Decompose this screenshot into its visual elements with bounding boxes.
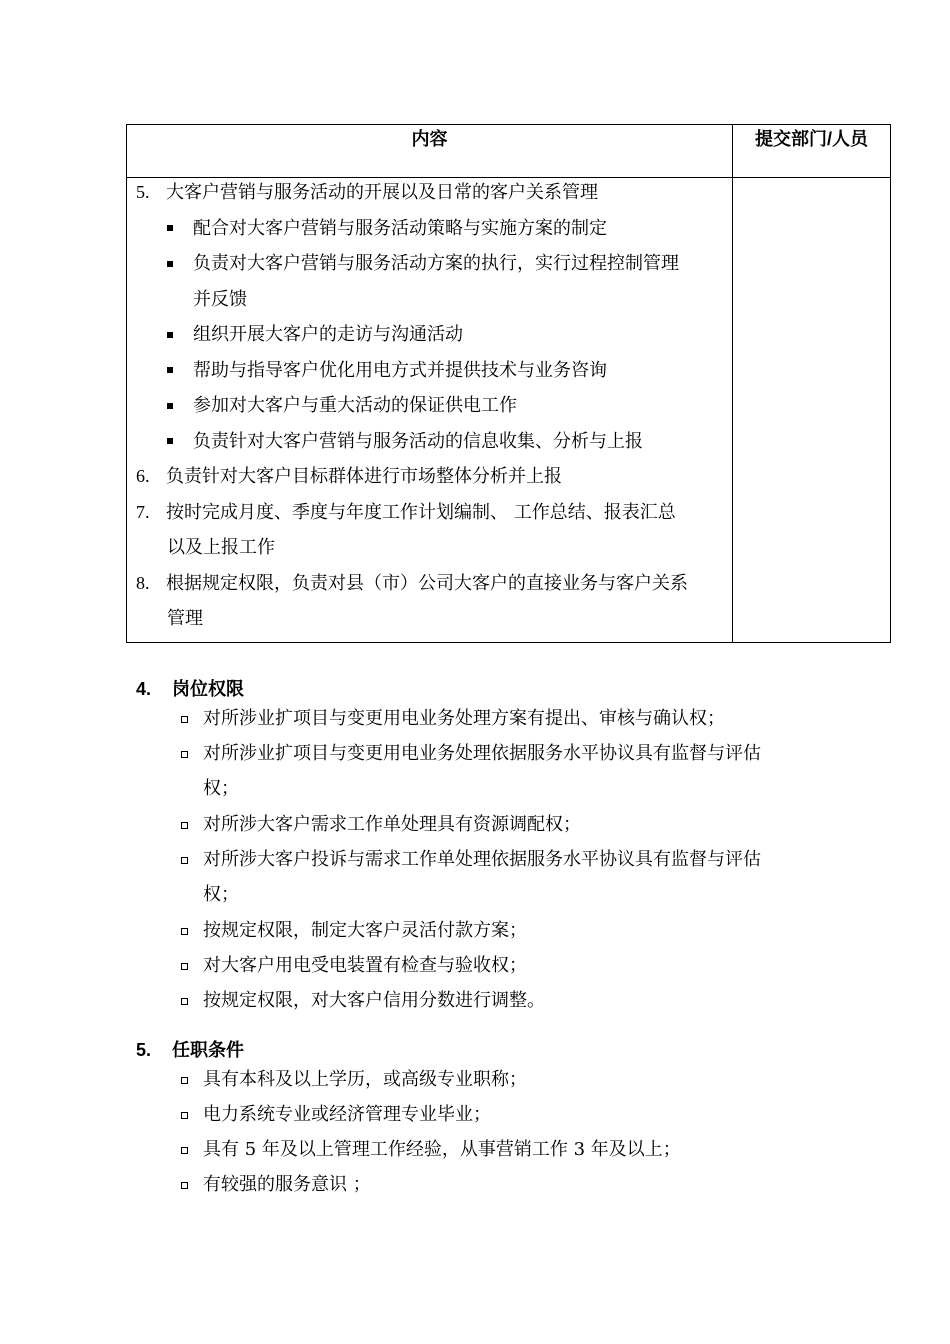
item-text: 对所涉大客户需求工作单处理具有资源调配权； [203, 814, 581, 835]
sub-list-item [127, 358, 732, 394]
square-bullet-icon [167, 216, 193, 241]
checkbox-bullet-icon [181, 1067, 203, 1093]
square-bullet-icon [167, 251, 193, 276]
section-authority [136, 672, 856, 1023]
item-text: 对所涉业扩项目与变更用电业务处理依据服务水平协议具有监督与评估 [203, 743, 761, 764]
list-item [127, 180, 732, 216]
checkbox-bullet-icon [181, 918, 203, 944]
item-text: 根据规定权限，负责对县（市）公司大客户的直接业务与客户关系 [166, 572, 688, 594]
list-item [136, 1137, 856, 1172]
list-item [136, 812, 856, 847]
list-item [127, 464, 732, 500]
item-text: 电力系统专业或经济管理专业毕业； [203, 1104, 491, 1125]
section-number: 5. [136, 1040, 152, 1060]
list-item [136, 1172, 856, 1207]
checkbox-bullet-icon [181, 741, 203, 767]
checkbox-bullet-icon [181, 812, 203, 838]
section-title: 任职条件 [172, 1040, 244, 1060]
sub-item-text: 参加对大客户与重大活动的保证供电工作 [193, 395, 517, 416]
checkbox-bullet-icon [181, 1102, 203, 1128]
item-text: 对大客户用电受电装置有检查与验收权； [203, 955, 527, 976]
item-number: 7. [136, 501, 150, 522]
sub-list-item [127, 429, 732, 465]
list-item [127, 500, 732, 536]
sub-list-item [127, 322, 732, 358]
section-heading [136, 672, 856, 706]
list-item [136, 706, 856, 741]
item-text: 有较强的服务意识 ； [203, 1174, 371, 1195]
list-item [136, 988, 856, 1023]
list-item [136, 918, 856, 953]
square-bullet-icon [167, 322, 193, 347]
item-number: 6. [136, 466, 150, 486]
item-text: 按规定权限，制定大客户灵活付款方案； [203, 920, 527, 941]
checkbox-bullet-icon [181, 1172, 203, 1198]
sub-item-text: 帮助与指导客户优化用电方式并提供技术与业务咨询 [193, 359, 607, 381]
list-item [136, 741, 856, 776]
item-number: 5. [136, 182, 150, 202]
sub-list-item [127, 216, 732, 252]
item-continuation: 以及上报工作 [167, 537, 275, 558]
item-text: 按时完成月度、季度与年度工作计划编制、 工作总结、报表汇总 [166, 501, 676, 523]
item-continuation: 管理 [167, 608, 203, 629]
item-text: 对所涉大客户投诉与需求工作单处理依据服务水平协议具有监督与评估 [203, 849, 761, 870]
header-dept: 提交部门/人员 [733, 125, 891, 178]
item-text: 对所涉业扩项目与变更用电业务处理方案有提出、审核与确认权； [203, 708, 725, 729]
sub-list-item [127, 393, 732, 429]
item-text: 按规定权限，对大客户信用分数进行调整。 [203, 990, 545, 1011]
checkbox-bullet-icon [181, 988, 203, 1014]
list-item [136, 847, 856, 882]
sub-item-text: 配合对大客户营销与服务活动策略与实施方案的制定 [193, 217, 607, 239]
checkbox-bullet-icon [181, 847, 203, 873]
sub-item-text: 组织开展大客户的走访与沟通活动 [193, 324, 463, 345]
sub-item-text: 负责针对大客户营销与服务活动的信息收集、分析与上报 [193, 430, 643, 452]
header-content: 内容 [127, 125, 733, 178]
item-number: 8. [136, 572, 150, 593]
sub-item-text: 负责对大客户营销与服务活动方案的执行，实行过程控制管理 [193, 253, 679, 274]
section-qualifications [136, 1033, 856, 1207]
square-bullet-icon [167, 393, 193, 418]
item-text: 大客户营销与服务活动的开展以及日常的客户关系管理 [166, 182, 598, 203]
list-item [136, 953, 856, 988]
table-row [127, 178, 891, 643]
section-title: 岗位权限 [172, 679, 244, 699]
checkbox-bullet-icon [181, 706, 203, 732]
sub-item-continuation: 并反馈 [193, 288, 247, 310]
table-header-row [127, 125, 891, 178]
section-heading [136, 1033, 856, 1067]
section-number: 4. [136, 679, 152, 699]
item-text: 具有 5 年及以上管理工作经验，从事营销工作 3 年及以上； [203, 1139, 681, 1160]
item-continuation: 权； [203, 778, 239, 799]
item-continuation: 权； [203, 884, 239, 905]
list-item [127, 571, 732, 607]
list-item [136, 1067, 856, 1102]
checkbox-bullet-icon [181, 953, 203, 979]
square-bullet-icon [167, 429, 193, 454]
sub-list-item [127, 251, 732, 287]
item-text: 负责针对大客户目标群体进行市场整体分析并上报 [166, 466, 562, 487]
dept-cell [733, 178, 891, 643]
checkbox-bullet-icon [181, 1137, 203, 1163]
item-text: 具有本科及以上学历，或高级专业职称； [203, 1069, 527, 1090]
content-cell [127, 178, 733, 643]
list-item [136, 1102, 856, 1137]
duty-table [126, 124, 891, 643]
square-bullet-icon [167, 358, 193, 383]
